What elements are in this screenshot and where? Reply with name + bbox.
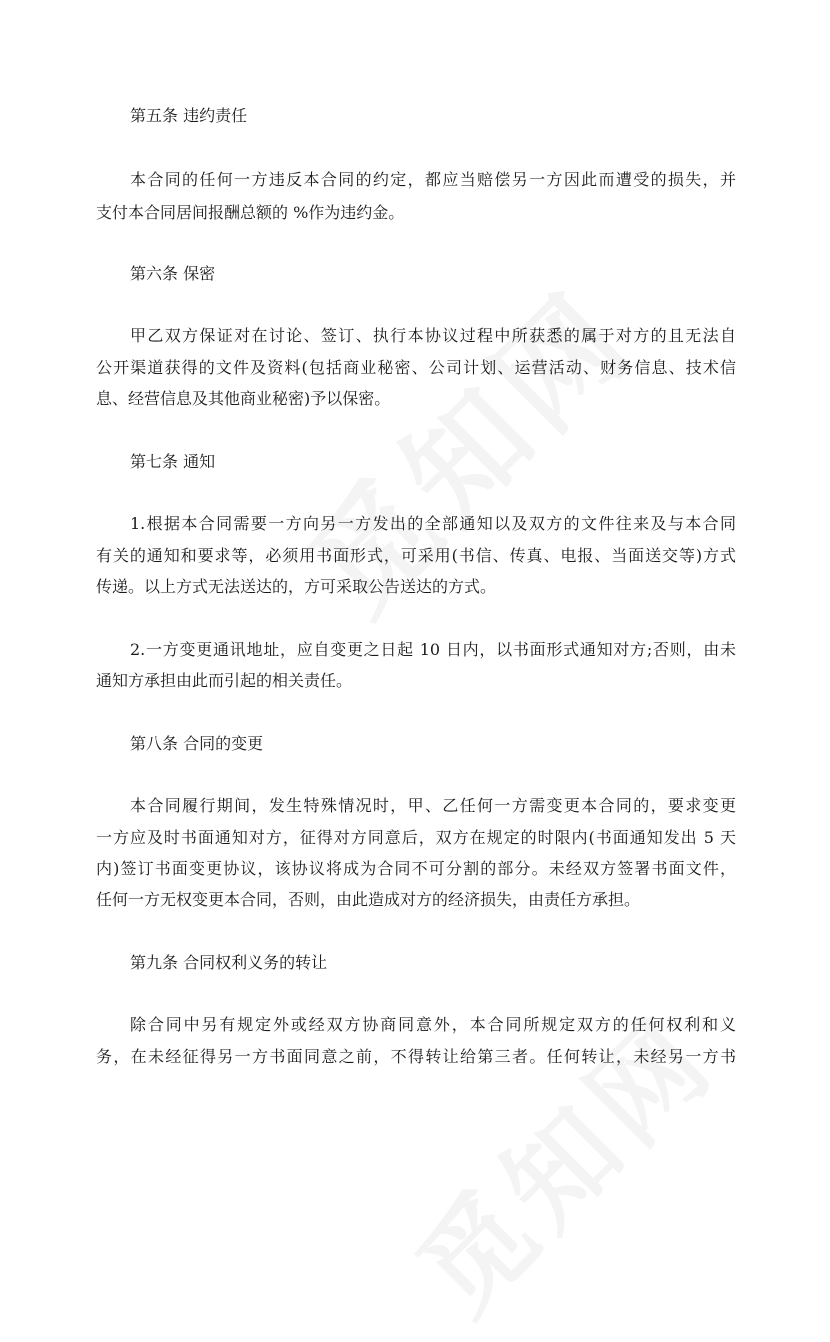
paragraph-line: 甲乙双方保证对在讨论、签订、执行本协议过程中所获悉的属于对方的且无法自 — [130, 326, 736, 345]
paragraph-line: 本合同的任何一方违反本合同的约定，都应当赔偿另一方因此而遭受的损失，并 — [130, 170, 736, 189]
section-heading: 第七条 通知 — [130, 452, 216, 471]
paragraph-line: 除合同中另有规定外或经双方协商同意外，本合同所规定双方的任何权利和义 — [130, 1015, 736, 1034]
section-heading: 第八条 合同的变更 — [130, 734, 264, 753]
paragraph-line: 任何一方无权变更本合同，否则，由此造成对方的经济损失，由责任方承担。 — [96, 890, 641, 909]
section-heading: 第六条 保密 — [130, 264, 216, 283]
paragraph-line: 内)签订书面变更协议，该协议将成为合同不可分割的部分。未经双方签署书面文件， — [96, 859, 736, 878]
paragraph-line: 一方应及时书面通知对方，征得对方同意后，双方在规定的时限内(书面通知发出 5 天 — [96, 828, 736, 847]
section-heading: 第五条 违约责任 — [130, 106, 248, 125]
paragraph-line: 1.根据本合同需要一方向另一方发出的全部通知以及双方的文件往来及与本合同 — [130, 514, 736, 533]
paragraph-line: 通知方承担由此而引起的相关责任。 — [96, 671, 353, 690]
section-heading: 第九条 合同权利义务的转让 — [130, 953, 328, 972]
paragraph-line: 公开渠道获得的文件及资料(包括商业秘密、公司计划、运营活动、财务信息、技术信 — [96, 358, 736, 377]
paragraph-line: 支付本合同居间报酬总额的 %作为违约金。 — [96, 203, 405, 222]
paragraph-line: 本合同履行期间，发生特殊情况时，甲、乙任何一方需变更本合同的，要求变更 — [130, 796, 736, 815]
paragraph-line: 息、经营信息及其他商业秘密)予以保密。 — [96, 389, 391, 408]
paragraph-line: 务，在未经征得另一方书面同意之前，不得转让给第三者。任何转让，未经另一方书 — [96, 1047, 736, 1066]
paragraph-line: 有关的通知和要求等，必须用书面形式，可采用(书信、传真、电报、当面送交等)方式 — [96, 546, 736, 565]
paragraph-line: 2.一方变更通讯地址，应自变更之日起 10 日内，以书面形式通知对方;否则，由未 — [130, 640, 736, 659]
paragraph-line: 传递。以上方式无法送达的，方可采取公告送达的方式。 — [96, 577, 497, 596]
